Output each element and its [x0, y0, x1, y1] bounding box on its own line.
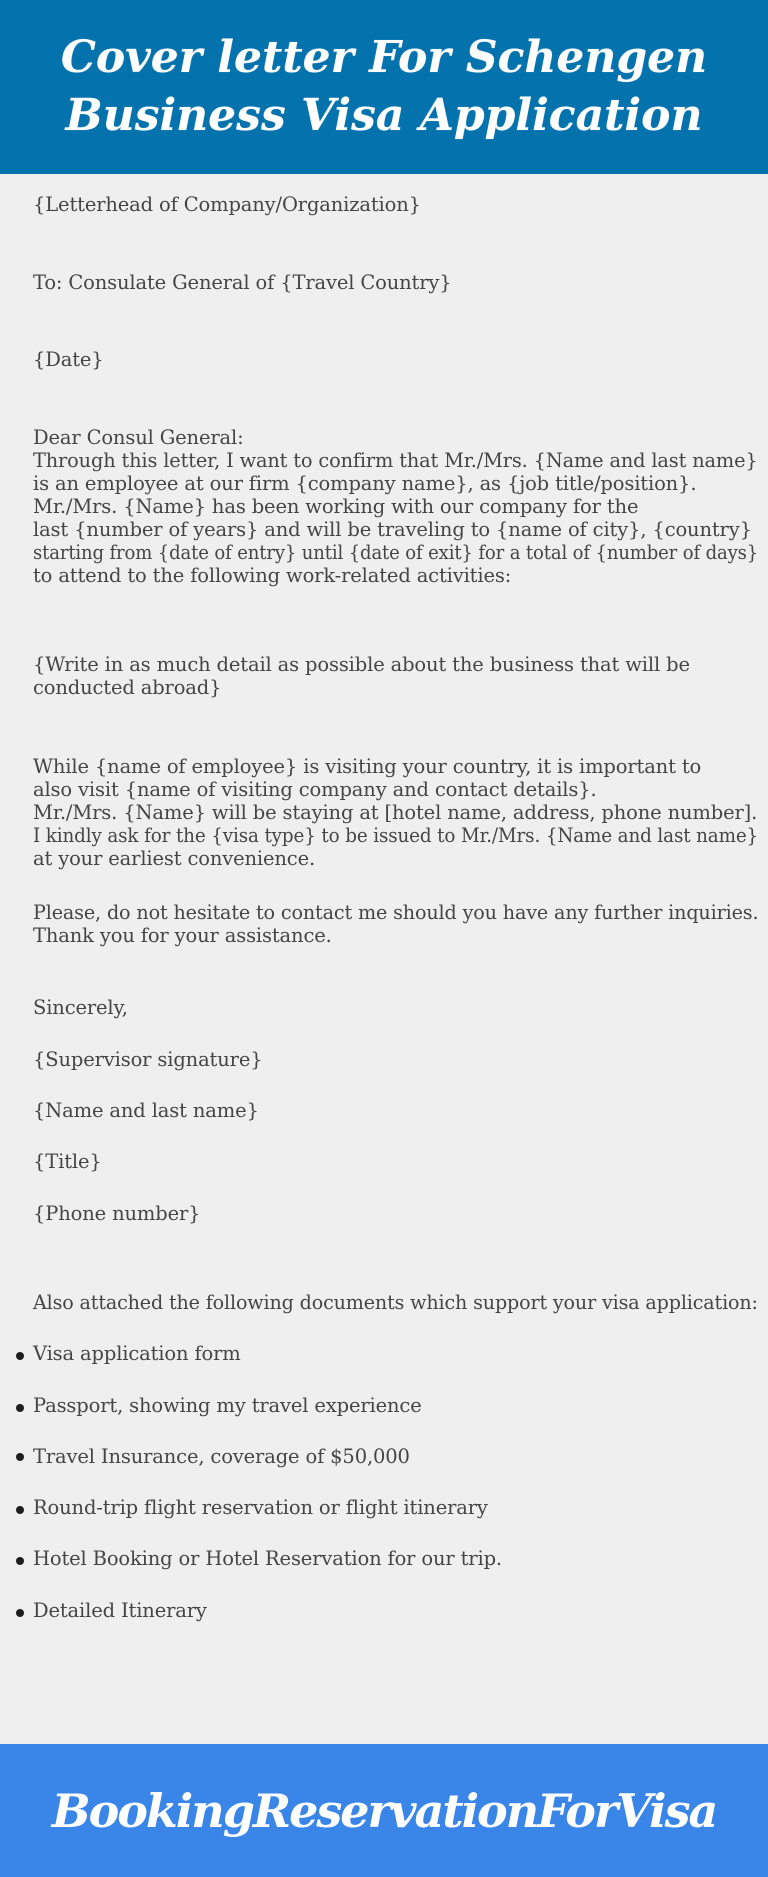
signer-name: {Name and last name}: [33, 1099, 259, 1122]
signer-phone: {Phone number}: [33, 1202, 201, 1225]
bullet-icon: [16, 1404, 24, 1412]
paragraph-2-line: conducted abroad}: [33, 676, 222, 699]
list-item: Passport, showing my travel experience: [33, 1394, 422, 1417]
footer-banner: [0, 1744, 768, 1877]
list-item: Travel Insurance, coverage of $50,000: [33, 1445, 410, 1468]
paragraph-3-line: I kindly ask for the {visa type} to be issued to Mr./Mrs. {Name and last name}: [33, 824, 759, 847]
paragraph-4-line: Thank you for your assistance.: [33, 924, 332, 947]
letter-body: [0, 174, 768, 1744]
paragraph-1-line: is an employee at our firm {company name}, as {job title/position}.: [33, 472, 697, 495]
list-item: Detailed Itinerary: [33, 1599, 207, 1622]
paragraph-1-line: Mr./Mrs. {Name} has been working with our company for the: [33, 495, 639, 518]
paragraph-1-line: Through this letter, I want to confirm that Mr./Mrs. {Name and last name}: [33, 449, 758, 472]
bullet-icon: [16, 1557, 24, 1565]
paragraph-2-line: {Write in as much detail as possible about the business that will be: [33, 653, 690, 676]
signature-placeholder: {Supervisor signature}: [33, 1048, 263, 1071]
paragraph-3-line: at your earliest convenience.: [33, 847, 316, 870]
bullet-icon: [16, 1352, 24, 1360]
recipient-line: To: Consulate General of {Travel Country}: [33, 271, 452, 294]
signer-title: {Title}: [33, 1150, 102, 1173]
brand-name: BookingReservationForVisa: [51, 1783, 717, 1838]
closing: Sincerely,: [33, 996, 128, 1019]
salutation: Dear Consul General:: [33, 426, 244, 449]
bullet-icon: [16, 1609, 24, 1617]
page-title-line-2: Business Visa Application: [65, 90, 703, 141]
paragraph-4-line: Please, do not hesitate to contact me should you have any further inquiries.: [33, 901, 759, 924]
list-item: Hotel Booking or Hotel Reservation for our trip.: [33, 1547, 502, 1570]
list-item: Round-trip flight reservation or flight itinerary: [33, 1496, 488, 1519]
paragraph-1-line: to attend to the following work-related activities:: [33, 564, 512, 587]
paragraph-3-line: Mr./Mrs. {Name} will be staying at [hotel name, address, phone number].: [33, 801, 758, 824]
attachments-intro: Also attached the following documents which support your visa application:: [33, 1291, 758, 1314]
page-title-line-1: Cover letter For Schengen: [60, 32, 708, 83]
bullet-icon: [16, 1453, 24, 1461]
letterhead: {Letterhead of Company/Organization}: [33, 193, 421, 216]
date-line: {Date}: [33, 348, 104, 371]
bullet-icon: [16, 1506, 24, 1514]
paragraph-1-line: last {number of years} and will be traveling to {name of city}, {country}: [33, 518, 752, 541]
paragraph-3-line: also visit {name of visiting company and contact details}.: [33, 778, 597, 801]
paragraph-3-line: While {name of employee} is visiting your country, it is important to: [33, 755, 702, 778]
header-banner: [0, 0, 768, 174]
list-item: Visa application form: [33, 1342, 241, 1365]
paragraph-1-line: starting from {date of entry} until {date of exit} for a total of {number of days}: [33, 541, 759, 564]
